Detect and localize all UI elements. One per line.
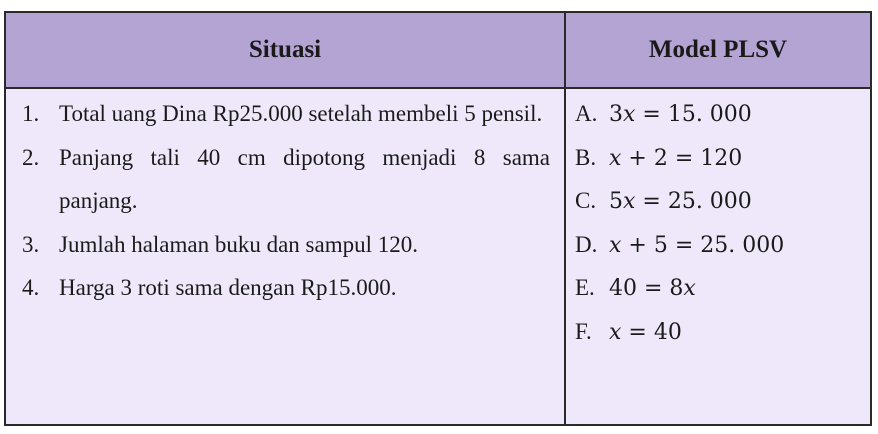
- situasi-number: 1.: [22, 101, 40, 126]
- header-situasi: Situasi: [248, 36, 322, 63]
- situasi-item-2: [22, 136, 550, 223]
- model-item-a: [575, 92, 855, 136]
- situasi-item-3: [22, 223, 550, 267]
- situasi-text: Jumlah halaman buku dan sampul 120.: [59, 231, 418, 257]
- situasi-list: [22, 92, 550, 310]
- model-equation: 𝑥 = 40: [609, 319, 682, 345]
- model-equation: 3𝑥 = 15. 000: [609, 102, 752, 127]
- model-letter: B.: [575, 144, 597, 170]
- model-letter: A.: [575, 101, 598, 126]
- model-equation: 40 = 8𝑥: [609, 276, 696, 301]
- situasi-number: 2.: [22, 144, 40, 170]
- model-equation: 𝑥 + 2 = 120: [609, 145, 743, 171]
- model-item-c: [575, 179, 855, 223]
- situasi-text: Panjang tali 40 cm dipotong menjadi 8 sama panjang.: [59, 144, 550, 213]
- situasi-number: 3.: [22, 231, 40, 257]
- model-letter: F.: [575, 318, 592, 344]
- model-letter: E.: [575, 275, 595, 300]
- model-list: [575, 92, 855, 353]
- model-item-d: [575, 223, 855, 267]
- header-model-plsv: Model PLSV: [648, 36, 788, 63]
- situasi-number: 4.: [22, 275, 40, 300]
- situasi-text: Harga 3 roti sama dengan Rp15.000.: [59, 275, 397, 300]
- model-item-b: [575, 136, 855, 180]
- model-letter: D.: [575, 231, 598, 257]
- situasi-item-4: [22, 266, 550, 310]
- situasi-item-1: [22, 92, 550, 136]
- situasi-text: Total uang Dina Rp25.000 setelah membeli 5 pensil.: [59, 101, 543, 126]
- model-equation: 𝑥 + 5 = 25. 000: [609, 232, 785, 258]
- model-equation: 5𝑥 = 25. 000: [609, 189, 752, 214]
- model-item-e: [575, 266, 855, 310]
- model-letter: C.: [575, 188, 597, 213]
- model-item-f: [575, 310, 855, 354]
